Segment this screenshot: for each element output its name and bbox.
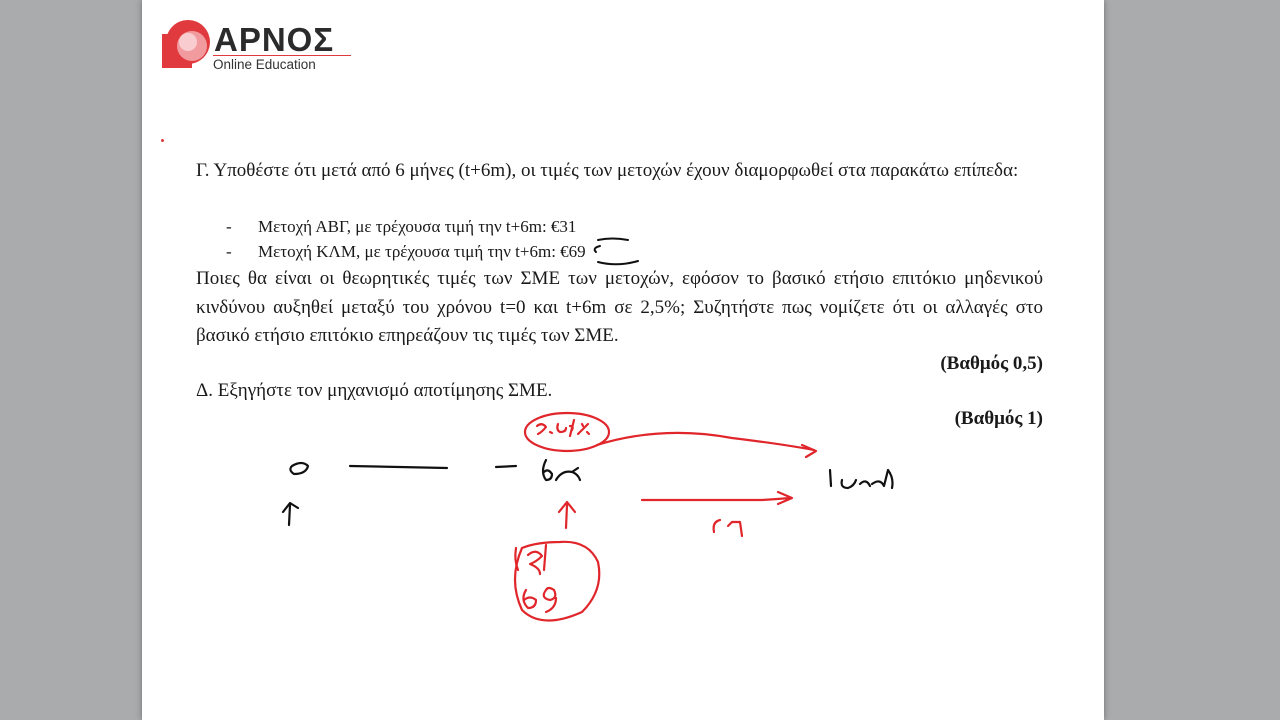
handwritten-annotations [142, 0, 1104, 720]
timeline-sketch [283, 460, 893, 525]
red-annotations [515, 413, 816, 621]
underline-marks [595, 239, 638, 265]
question-g-continuation: Ποιες θα είναι οι θεωρητικές τιμές των ΣΜΕ των μετοχών, εφόσον το βασικό ετήσιο επιτόκιο μηδενικού κινδύνου αυξηθεί μεταξύ του χρόνου t=0 και t+6m σε 2,5%; Συζητήστε πως νομίζετε ότι οι αλλαγές στο βασικό ετήσιο επιτόκιο επηρεάζουν τις τιμές των ΣΜΕ. [196, 268, 1043, 346]
grade-g: (Βαθμός 0,5) [940, 353, 1043, 374]
bullet-text: Μετοχή ΑΒΓ, με τρέχουσα τιμή την t+6m: €31 [258, 217, 577, 236]
grade-d: (Βαθμός 1) [954, 408, 1043, 429]
bullet-text: Μετοχή ΚΛΜ, με τρέχουσα τιμή την t+6m: €69 [258, 242, 586, 261]
question-g-text: Γ. Υποθέστε ότι μετά από 6 μήνες (t+6m), οι τιμές των μετοχών έχουν διαμορφωθεί στα παρακάτω επίπεδα: [196, 160, 1019, 181]
logo-subtitle: Online Education [213, 55, 351, 72]
question-d-text: Δ. Εξηγήστε τον μηχανισμό αποτίμησης ΣΜΕ. [196, 380, 553, 401]
logo-title: ΑΡΝΟΣ [214, 21, 335, 58]
bullet-dash: - [226, 217, 232, 236]
bullet-dash: - [226, 242, 232, 261]
document-page [142, 0, 1104, 720]
